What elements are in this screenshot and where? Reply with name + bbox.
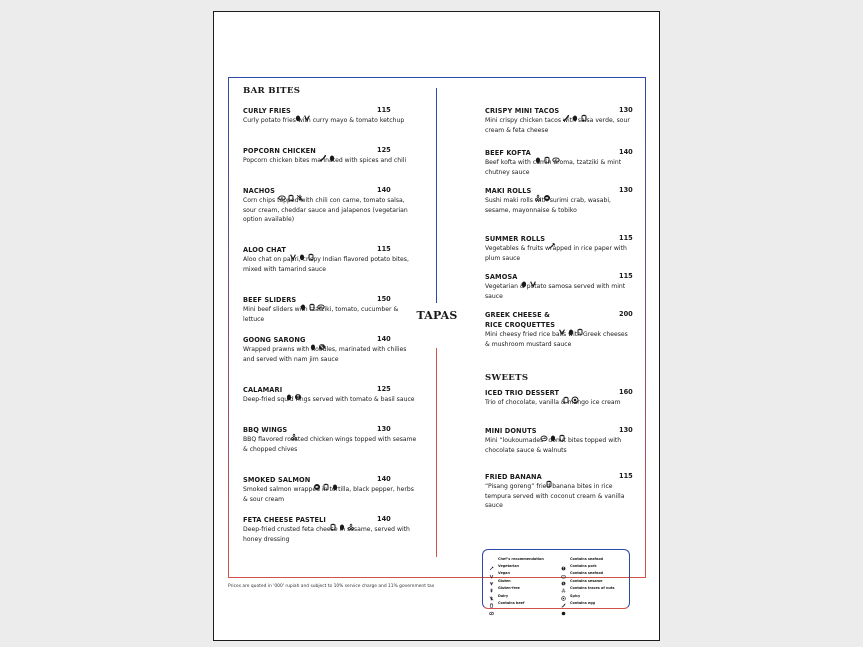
menu-page (213, 11, 660, 641)
menu-item (243, 186, 418, 225)
vegetarian-icon (558, 321, 566, 329)
menu-item-name: SAMOSA (485, 273, 518, 281)
dairy-icon (287, 187, 295, 195)
sesame-icon (534, 187, 542, 195)
menu-item (243, 515, 418, 544)
legend-label: Gluten (498, 578, 511, 583)
legend-label: Contains egg (570, 601, 596, 606)
menu-item (243, 425, 418, 454)
legend-right-column (561, 555, 623, 607)
legend-row (561, 555, 623, 562)
seafood-icon (294, 386, 302, 394)
menu-item-description: Aloo chat on papri, crispy Indian flavored potato bites, mixed with tamarind sauce (243, 256, 409, 273)
dietary-icons (299, 296, 325, 304)
legend-label: Contains sesame (570, 578, 603, 583)
menu-item-header (243, 515, 418, 525)
legend-row (489, 585, 551, 592)
menu-item-description: Deep-fried crusted feta cheese in sesame, served with honey dressing (243, 526, 410, 543)
menu-item-description: Mini beef sliders with tzatziki, tomato, cucumber & lettuce (243, 306, 399, 323)
egg-icon (328, 147, 336, 155)
menu-item-description: Smoked salmon wrapped in tortilla, black pepper, herbs & sour cream (243, 486, 414, 503)
menu-item-header (485, 186, 633, 196)
seafood-icon (561, 556, 566, 561)
dietary-icons (309, 336, 326, 344)
dietary-icons (548, 235, 556, 243)
egg-icon (294, 107, 302, 115)
menu-item-price: 140 (377, 335, 391, 343)
menu-item (243, 295, 418, 324)
dairy-icon (543, 149, 551, 157)
vegan-icon (489, 571, 494, 576)
sesame-icon (561, 578, 566, 583)
legend-row (561, 592, 623, 599)
menu-item-name: POPCORN CHICKEN (243, 147, 316, 155)
egg-icon (285, 386, 293, 394)
menu-item-description: “Pisang goreng” fried banana bites in rice tempura served with coconut cream & vanilla sauce (485, 483, 625, 509)
menu-item-description: Mini crispy chicken tacos with salsa verde, sour cream & feta cheese (485, 117, 630, 134)
menu-item (485, 234, 633, 263)
vegetarian-icon (289, 246, 297, 254)
spicy-icon (561, 593, 566, 598)
menu-item-price: 125 (377, 146, 391, 154)
egg-icon (520, 273, 528, 281)
menu-item-description: BBQ flavored roasted chicken wings topped with sesame & chopped chives (243, 436, 417, 453)
legend-label: Contains seafood (570, 571, 604, 576)
gluten-free-icon (296, 187, 304, 195)
menu-item-header (243, 245, 418, 255)
vegetarian-icon (303, 107, 311, 115)
menu-item-price: 130 (377, 425, 391, 433)
dairy-icon (545, 473, 553, 481)
menu-item-price: 130 (619, 426, 633, 434)
legend-label: Contains seafood (570, 556, 604, 561)
menu-item-header (243, 475, 418, 485)
menu-item-header (243, 295, 418, 305)
menu-item-header (485, 272, 633, 282)
legend-row (489, 570, 551, 577)
legend-label: Gluten-free (498, 586, 520, 591)
dietary-icons (558, 321, 584, 329)
nuts-icon (571, 389, 579, 397)
pork-icon (540, 427, 548, 435)
legend-label: Spicy (570, 593, 581, 598)
egg-icon (299, 296, 307, 304)
section-title-sweets: SWEETS (485, 373, 529, 383)
menu-item (485, 186, 633, 215)
legend-label: Chef’s recommendation (498, 556, 544, 561)
nuts-icon (561, 586, 566, 591)
menu-item (243, 335, 418, 364)
legend-row (561, 577, 623, 584)
menu-item (485, 272, 633, 301)
legend-row (489, 562, 551, 569)
frame-top (228, 77, 646, 78)
menu-item (485, 148, 633, 177)
dietary-icons (329, 516, 355, 524)
menu-item-header (485, 388, 633, 398)
legend-label: Vegetarian (498, 564, 519, 569)
menu-item-header (243, 385, 418, 395)
menu-item (243, 106, 418, 126)
dietary-icons (534, 187, 551, 195)
egg2-icon (561, 601, 566, 606)
legend-row (561, 570, 623, 577)
dairy-icon (322, 476, 330, 484)
menu-item-description: Curly potato fries with curry mayo & tomato ketchup (243, 117, 405, 124)
menu-item (243, 385, 418, 405)
legend-row (561, 585, 623, 592)
menu-item-name: GOONG SARONG (243, 336, 306, 344)
shellfish-icon (318, 336, 326, 344)
legend-label: Contains beef (498, 601, 525, 606)
menu-item-price: 140 (377, 186, 391, 194)
menu-item-name: SUMMER ROLLS (485, 235, 546, 243)
dietary-icons (285, 386, 302, 394)
menu-item-name: FRIED BANANA (485, 473, 542, 481)
legend-row (489, 592, 551, 599)
menu-item-price: 115 (619, 234, 633, 242)
menu-item-description: Trio of chocolate, vanilla & mango ice cream (485, 399, 621, 406)
sesame-icon (347, 516, 355, 524)
egg-icon (338, 516, 346, 524)
legend-left-column (489, 555, 551, 607)
menu-item-header (485, 310, 633, 320)
dairy-icon (489, 593, 494, 598)
legend-row (489, 577, 551, 584)
egg-icon (331, 476, 339, 484)
menu-item-header (485, 320, 633, 330)
menu-item-name: BEEF KOFTA (485, 149, 531, 157)
menu-item-header (243, 186, 418, 196)
menu-item-header (485, 426, 633, 436)
menu-item-name: SMOKED SALMON (243, 476, 311, 484)
frame-right (645, 77, 646, 578)
menu-item-price: 115 (377, 245, 391, 253)
dietary-icons (545, 473, 553, 481)
menu-item-name: CRISPY MINI TACOS (485, 107, 560, 115)
menu-item-header (243, 335, 418, 345)
egg-icon (571, 107, 579, 115)
dairy-icon (576, 321, 584, 329)
legend-row (489, 599, 551, 606)
legend-row (561, 562, 623, 569)
menu-item (243, 245, 418, 274)
shellfish-icon (561, 571, 566, 576)
dietary-icons (562, 389, 579, 397)
egg-icon (298, 246, 306, 254)
beef-icon (278, 187, 286, 195)
menu-item-description: Wrapped prawns with noodles, marinated with chilies and served with nam jim sauce (243, 346, 407, 363)
menu-item-price: 150 (377, 295, 391, 303)
menu-item-header (243, 425, 418, 435)
menu-item (243, 146, 418, 166)
menu-item-header (485, 148, 633, 158)
frame-left (228, 77, 229, 578)
menu-item-description: Vegetarian & potato samosa served with mint sauce (485, 283, 626, 300)
dietary-icons (562, 107, 588, 115)
egg-icon (549, 427, 557, 435)
legend-row (561, 599, 623, 606)
dairy-icon (558, 427, 566, 435)
menu-item-description: Deep-fried squid rings served with tomato & basil sauce (243, 396, 415, 403)
dietary-icons (540, 427, 566, 435)
menu-item (243, 475, 418, 504)
legend-label: Contains pork (570, 564, 597, 569)
beef-icon (552, 149, 560, 157)
menu-item-name: NACHOS (243, 187, 275, 195)
dairy-icon (580, 107, 588, 115)
center-divider-bottom (436, 348, 437, 557)
egg-icon (567, 321, 575, 329)
beef-icon (317, 296, 325, 304)
menu-item-name: CURLY FRIES (243, 107, 291, 115)
pork-icon (561, 564, 566, 569)
legend-row (489, 555, 551, 562)
dietary-icons (313, 476, 339, 484)
menu-item-name: CALAMARI (243, 386, 283, 394)
menu-item-name: BEEF SLIDERS (243, 296, 297, 304)
menu-item (485, 388, 633, 408)
menu-item (485, 426, 633, 455)
legend-label: Vegan (498, 571, 510, 576)
menu-item (485, 310, 633, 349)
egg-icon (309, 336, 317, 344)
menu-item-description: Beef kofta with cumin aroma, tzatziki & mint chutney sauce (485, 159, 622, 176)
menu-item-description: Vegetables & fruits wrapped in rice paper with plum sauce (485, 245, 627, 262)
center-divider-top (436, 88, 437, 303)
menu-item-name: BBQ WINGS (243, 426, 288, 434)
menu-item (485, 106, 633, 135)
sesame-icon (290, 426, 298, 434)
menu-item-name: MAKI ROLLS (485, 187, 532, 195)
menu-item-header (243, 146, 418, 156)
fish-icon (543, 187, 551, 195)
menu-item-name: GREEK CHEESE & (485, 311, 550, 319)
dietary-icons (289, 246, 315, 254)
menu-item-description: Mini “loukoumades” donut bites topped with chocolate sauce & walnuts (485, 437, 622, 454)
vegetarian-icon (489, 564, 494, 569)
menu-item-description: Sushi maki rolls with surimi crab, wasabi, sesame, mayonnaise & tobiko (485, 197, 611, 214)
spicy-icon (562, 107, 570, 115)
menu-item-header (243, 106, 418, 116)
beef-icon (489, 601, 494, 606)
dairy-icon (308, 296, 316, 304)
menu-item-price: 130 (619, 186, 633, 194)
menu-item-price: 125 (377, 385, 391, 393)
menu-item-price: 140 (619, 148, 633, 156)
menu-item-price: 115 (619, 472, 633, 480)
menu-item-price: 115 (619, 272, 633, 280)
page-title: TAPAS (416, 309, 458, 322)
legend-label: Contains traces of nuts (570, 586, 615, 591)
menu-item-name: ALOO CHAT (243, 246, 286, 254)
menu-item-price: 115 (377, 106, 391, 114)
dairy-icon (329, 516, 337, 524)
dietary-icons (534, 149, 560, 157)
section-title-bar-bites: BAR BITES (243, 86, 301, 96)
menu-item-header (485, 106, 633, 116)
dairy-icon (562, 389, 570, 397)
dietary-icons (294, 107, 311, 115)
spicy-icon (319, 147, 327, 155)
menu-item-name: ICED TRIO DESSERT (485, 389, 560, 397)
dietary-icons (319, 147, 336, 155)
menu-item-price: 160 (619, 388, 633, 396)
icon-legend (482, 549, 630, 609)
menu-item-description: Popcorn chicken bites marinated with spices and chili (243, 157, 407, 164)
gluten-free-icon (489, 586, 494, 591)
menu-item (485, 472, 633, 511)
chef-icon (548, 235, 556, 243)
footer-note: Prices are quoted in '000' rupiah and subject to 10% service charge and 11% government tax (228, 584, 435, 589)
dietary-icons (520, 273, 537, 281)
menu-item-name: FETA CHEESE PASTELI (243, 516, 326, 524)
dietary-icons (278, 187, 304, 195)
menu-item-price: 130 (619, 106, 633, 114)
legend-label: Dairy (498, 593, 509, 598)
menu-item-price: 200 (619, 310, 633, 318)
dietary-icons (290, 426, 298, 434)
menu-item-header (485, 472, 633, 482)
menu-item-header (485, 234, 633, 244)
vegetarian-icon (529, 273, 537, 281)
dairy-icon (307, 246, 315, 254)
egg-icon (534, 149, 542, 157)
menu-item-name: MINI DONUTS (485, 427, 537, 435)
fish-icon (313, 476, 321, 484)
menu-item-description: Mini cheesy fried rice balls with Greek cheeses & mushroom mustard sauce (485, 331, 628, 348)
chef-icon (489, 556, 494, 561)
menu-item-description: Corn chips topped with chili con carne, tomato salsa, sour cream, cheddar sauce and jalapenos (vegetarian option available) (243, 197, 408, 223)
gluten-icon (489, 578, 494, 583)
menu-item-name: RICE CROQUETTES (485, 321, 556, 329)
menu-item-price: 140 (377, 475, 391, 483)
menu-item-price: 140 (377, 515, 391, 523)
